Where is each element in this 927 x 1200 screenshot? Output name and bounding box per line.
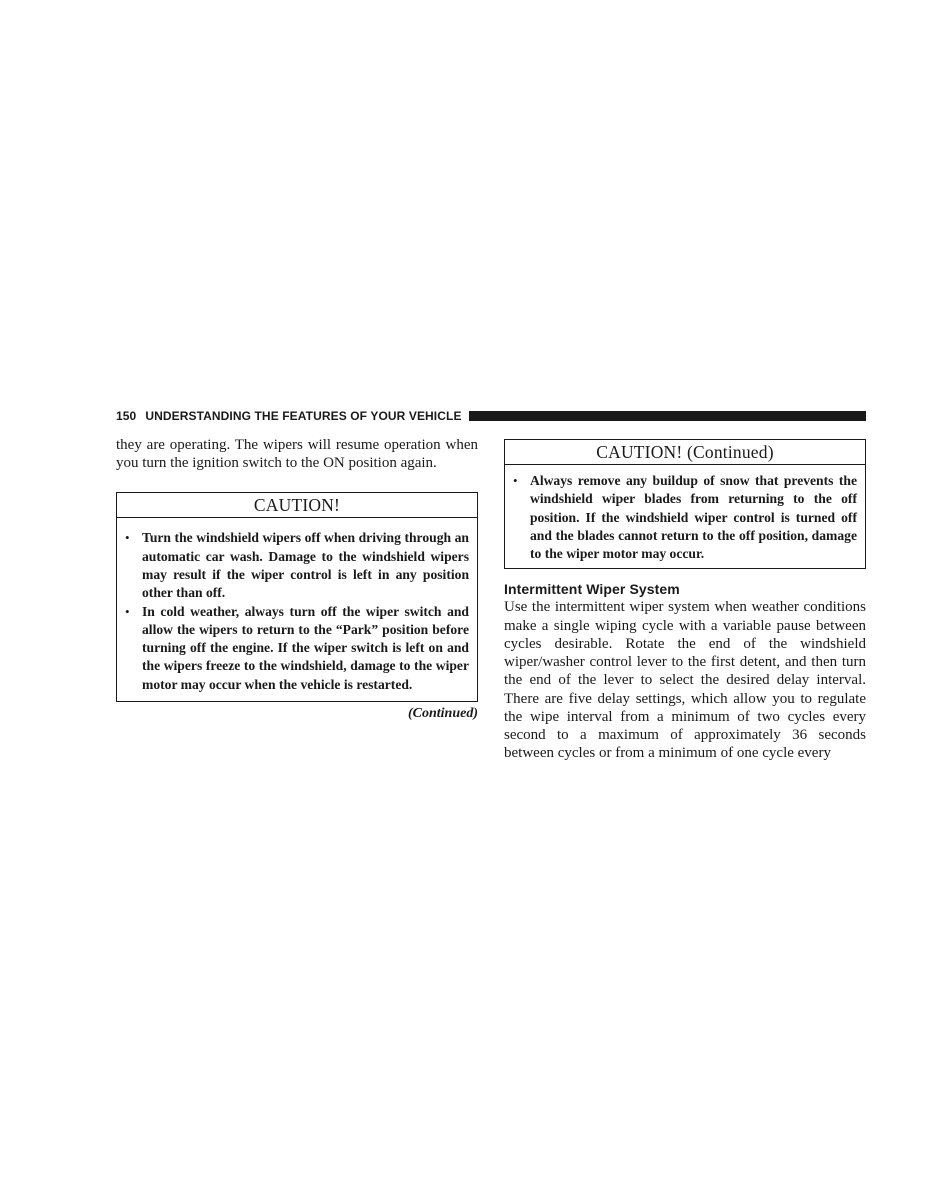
caution-item-text: Always remove any buildup of snow that prevents the windshield wiper blades from returning to the off position. If the windshield wiper control is turned off and the blades cannot return to the off position, damage to the wiper motor may occur. xyxy=(530,473,857,562)
page-number: 150 xyxy=(116,409,137,423)
caution-title: CAUTION! xyxy=(117,493,477,518)
intro-paragraph: they are operating. The wipers will resume operation when you turn the ignition switch to the ON position again. xyxy=(116,437,478,472)
caution-item xyxy=(513,472,857,563)
caution-box xyxy=(116,492,478,702)
caution-item-text: Turn the windshield wipers off when driving through an automatic car wash. Damage to the windshield wipers may result if the wiper control is left in any position other than off. xyxy=(142,530,469,601)
section-paragraph: Use the intermittent wiper system when weather conditions make a single wiping cycle with a variable pause between cycles desirable. Rotate the end of the windshield wiper/washer control lever to the first detent, and then turn the end of the lever to select the desired delay interval. There are five delay settings, which allow you to regulate the wipe interval from a minimum of two cycles every second to a maximum of approximately 36 seconds between cycles or from a minimum of one cycle every xyxy=(504,599,866,762)
chapter-title: UNDERSTANDING THE FEATURES OF YOUR VEHICLE xyxy=(145,409,462,423)
caution-list xyxy=(117,518,477,701)
caution-item xyxy=(125,529,469,602)
caution-continued-box xyxy=(504,439,866,569)
section-heading: Intermittent Wiper System xyxy=(504,581,680,598)
caution-continued-title: CAUTION! (Continued) xyxy=(505,440,865,465)
caution-list xyxy=(505,465,865,568)
caution-item xyxy=(125,603,469,694)
bullet-icon: • xyxy=(125,603,130,619)
caution-item-text: In cold weather, always turn off the wiper switch and allow the wipers to return to the “Park” position before turning off the engine. If the wiper switch is left on and the wipers freeze to the windshield, damage to the wiper motor may occur when the vehicle is restarted. xyxy=(142,603,469,692)
header-rule xyxy=(469,411,866,421)
bullet-icon: • xyxy=(513,473,518,488)
right-column xyxy=(504,439,866,762)
page-header xyxy=(116,408,866,424)
continued-label: (Continued) xyxy=(407,706,478,722)
left-column xyxy=(116,436,478,722)
bullet-icon: • xyxy=(125,530,130,546)
